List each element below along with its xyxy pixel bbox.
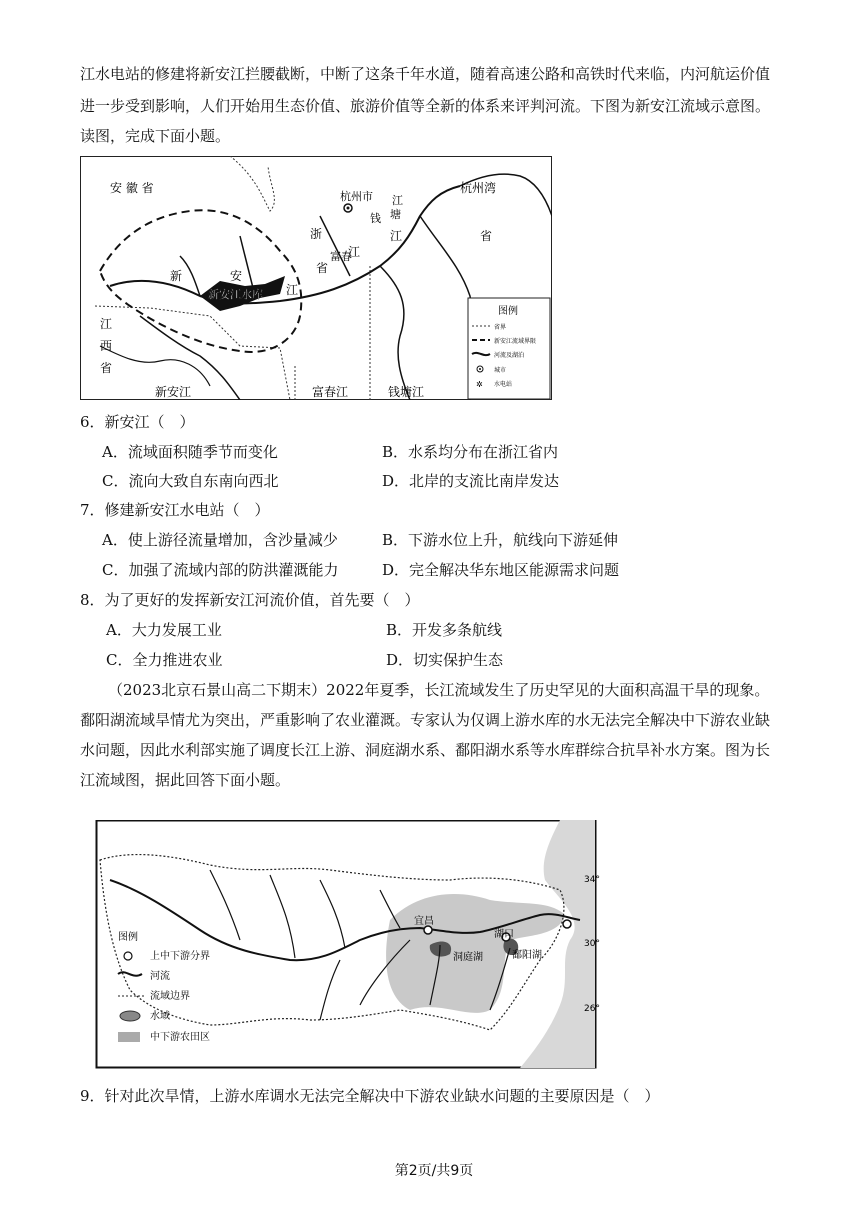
lat-label-30: 30° xyxy=(584,939,600,949)
label-jiang4: 江 xyxy=(286,283,299,297)
passage2-line-2: 鄱阳湖流域旱情尤为突出，严重影响了农业灌溉。专家认为仅调上游水库的水无法完全解决中下游农业缺 xyxy=(80,711,771,729)
intro-line-2: 进一步受到影响，人们开始用生态价值、旅游价值等全新的体系来评判河流。下图为新安江流域示意图。 xyxy=(80,97,771,115)
label-zhe: 浙 xyxy=(310,227,323,241)
q7-option-a[interactable]: A．使上游径流量增加，含沙量减少 xyxy=(102,531,338,549)
page-footer: 第2页/共9页 xyxy=(394,1163,474,1179)
label-dongting: 洞庭湖 xyxy=(453,952,483,963)
label-reservoir: 新安江水库 xyxy=(208,288,263,301)
xinanjiang-basin-map xyxy=(80,156,552,400)
q8-option-d[interactable]: D．切实保护生态 xyxy=(386,651,504,669)
intro-line-3: 读图，完成下面小题。 xyxy=(80,127,231,145)
passage2-line-4: 江流域图，据此回答下面小题。 xyxy=(80,771,291,789)
q7-option-c[interactable]: C．加强了流域内部的防洪灌溉能力 xyxy=(102,561,339,579)
label-qian: 钱 xyxy=(370,212,381,225)
q7-stem: 7．修建新安江水电站（ ） xyxy=(80,501,270,519)
label-yichang: 宜昌 xyxy=(414,916,434,927)
map2-legend-item-0: 上中下游分界 xyxy=(150,951,210,962)
label-poyang: 鄱阳湖 xyxy=(512,950,542,961)
lat-label-34: 34° xyxy=(584,875,600,885)
intro-line-1: 江水电站的修建将新安江拦腰截断，中断了这条千年水道，随着高速公路和高铁时代来临，内河航运价值 xyxy=(80,65,771,83)
lat-label-26: 26° xyxy=(584,1004,600,1014)
label-sheng2: 省 xyxy=(316,261,329,275)
map2-legend-item-4: 中下游农田区 xyxy=(150,1032,210,1043)
hydropower-icon: ✲ xyxy=(476,380,483,389)
bottom-label-xinanjiang: 新安江 xyxy=(155,385,192,399)
label-jiang1: 江 xyxy=(392,194,403,207)
label-jiang3: 江 xyxy=(348,245,361,259)
map1-legend xyxy=(468,298,550,399)
q6-option-b[interactable]: B．水系均分布在浙江省内 xyxy=(382,443,559,461)
map2-legend-title: 图例 xyxy=(118,932,138,943)
label-jiangxi-1: 江 xyxy=(100,317,113,331)
q8-stem: 8．为了更好的发挥新安江河流价值，首先要（ ） xyxy=(80,591,420,609)
q8-option-c[interactable]: C．全力推进农业 xyxy=(106,651,223,669)
map1-legend-item-3: 城市 xyxy=(494,367,507,374)
yangtze-basin-map xyxy=(90,820,602,1070)
label-hangzhouwan: 杭州湾 xyxy=(460,181,497,195)
label-sheng1: 省 xyxy=(480,229,493,243)
bottom-label-qiantangjiang: 钱塘江 xyxy=(388,385,425,399)
map2-legend-item-3: 水域 xyxy=(150,1011,170,1022)
label-xin: 新 xyxy=(170,269,183,283)
q8-option-b[interactable]: B．开发多条航线 xyxy=(386,621,503,639)
q9-stem: 9．针对此次旱情，上游水库调水无法完全解决中下游农业缺水问题的主要原因是（ ） xyxy=(80,1087,660,1105)
map1-legend-title: 图例 xyxy=(498,306,518,317)
label-jiangxi-2: 西 xyxy=(100,339,113,353)
q6-option-a[interactable]: A．流域面积随季节而变化 xyxy=(102,443,278,461)
label-hukou: 湖口 xyxy=(494,929,514,940)
bottom-label-fuchunjiang: 富春江 xyxy=(312,385,349,399)
map1-legend-item-4: 水电站 xyxy=(494,381,513,388)
map1-legend-item-2: 河流及湖泊 xyxy=(494,352,525,359)
passage2-line-1: （2023北京石景山高二下期末）2022年夏季，长江流域发生了历史罕见的大面积高温干旱的现象。 xyxy=(108,681,770,699)
q7-option-b[interactable]: B．下游水位上升，航线向下游延伸 xyxy=(382,531,619,549)
q7-option-d[interactable]: D．完全解决华东地区能源需求问题 xyxy=(382,561,620,579)
label-jiangxi-3: 省 xyxy=(100,361,113,375)
label-fuchun: 富春 xyxy=(330,250,352,263)
passage2-line-3: 水问题，因此水利部实施了调度长江上游、洞庭湖水系、鄱阳湖水系等水库群综合抗旱补水方案。图为长 xyxy=(80,741,771,759)
label-anhui: 安 徽 省 xyxy=(110,181,154,195)
q6-option-d[interactable]: D．北岸的支流比南岸发达 xyxy=(382,472,560,490)
q8-option-a[interactable]: A．大力发展工业 xyxy=(106,621,222,639)
q6-stem: 6．新安江（ ） xyxy=(80,413,195,431)
map2-legend-item-2: 流域边界 xyxy=(150,991,190,1002)
map1-legend-item-0: 省界 xyxy=(494,324,507,331)
map1-legend-item-1: 新安江流域界限 xyxy=(494,338,537,345)
q6-option-c[interactable]: C．流向大致自东南向西北 xyxy=(102,472,279,490)
map2-legend-item-1: 河流 xyxy=(150,971,170,982)
label-jiang2: 江 xyxy=(390,229,403,243)
label-tang: 塘 xyxy=(390,208,401,221)
label-an: 安 xyxy=(230,269,243,283)
label-hangzhou: 杭州市 xyxy=(340,190,373,203)
